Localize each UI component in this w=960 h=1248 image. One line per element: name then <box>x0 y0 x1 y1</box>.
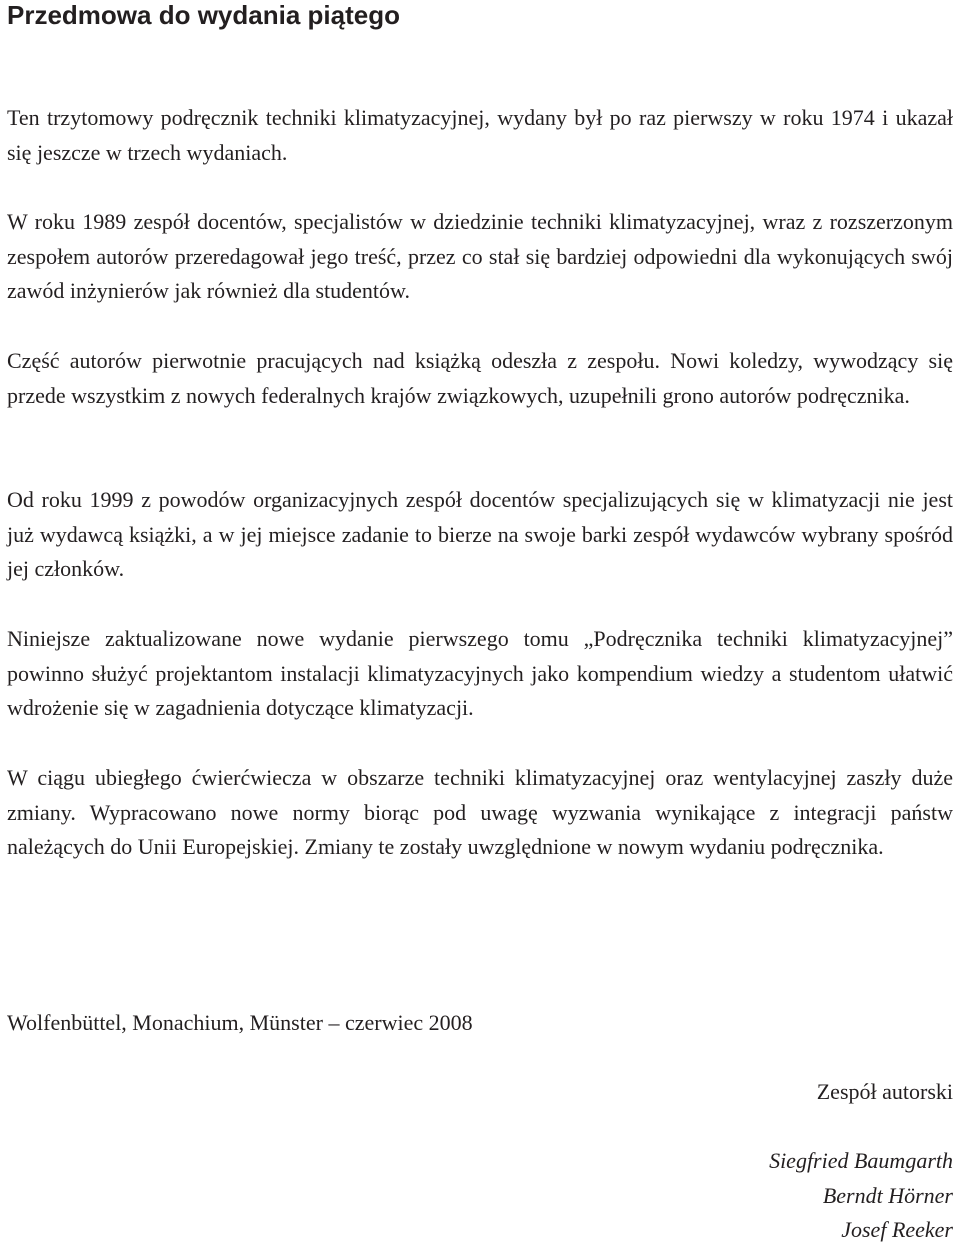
place-date-line: Wolfenbüttel, Monachium, Münster – czerwiec 2008 <box>7 1010 473 1035</box>
page-title: Przedmowa do wydania piątego <box>7 0 400 30</box>
author-list <box>769 1144 953 1248</box>
paragraph-3: Część autorów pierwotnie pracujących nad książką odeszła z zespołu. Nowi koledzy, wywodzący się przede wszystkim z nowych federalnych krajów związkowych, uzupełnili grono autorów podręcznika. <box>7 348 953 408</box>
author-name: Siegfried Baumgarth <box>769 1148 953 1173</box>
team-label: Zespół autorski <box>816 1079 953 1104</box>
paragraph-2: W roku 1989 zespół docentów, specjalistów w dziedzinie techniki klimatyzacyjnej, wraz z rozszerzonym zespołem autorów przeredagował jego treść, przez co stał się bardziej odpowiedni dla wykonujących swój zawód inżynierów jak również dla studentów. <box>7 209 953 304</box>
paragraph-1: Ten trzytomowy podręcznik techniki klimatyzacyjnej, wydany był po raz pierwszy w roku 1974 i ukazał się jeszcze w trzech wydaniach. <box>7 105 953 165</box>
paragraph-4: Od roku 1999 z powodów organizacyjnych zespół docentów specjalizujących się w klimatyzacji nie jest już wydawcą książki, a w jej miejsce zadanie to bierze na swoje barki zespół wydawców wybrany spośród jej członków. <box>7 487 953 582</box>
paragraph-6: W ciągu ubiegłego ćwierćwiecza w obszarze techniki klimatyzacyjnej oraz wentylacyjnej zaszły duże zmiany. Wypracowano nowe normy biorąc pod uwagę wyzwania wynikające z integracji państw należących do Unii Europejskiej. Zmiany te zostały uwzględnione w nowym wydaniu podręcznika. <box>7 765 953 860</box>
author-name: Josef Reeker <box>841 1217 953 1242</box>
author-name: Berndt Hörner <box>822 1182 953 1208</box>
paragraph-5: Niniejsze zaktualizowane nowe wydanie pierwszego tomu „Podręcznika techniki klimatyzacyjnej” powinno służyć projektantom instalacji klimatyzacyjnych jako kompendium wiedzy a studentom ułatwić wdrożenie się w zagadnienia dotyczące klimatyzacji. <box>7 626 953 721</box>
